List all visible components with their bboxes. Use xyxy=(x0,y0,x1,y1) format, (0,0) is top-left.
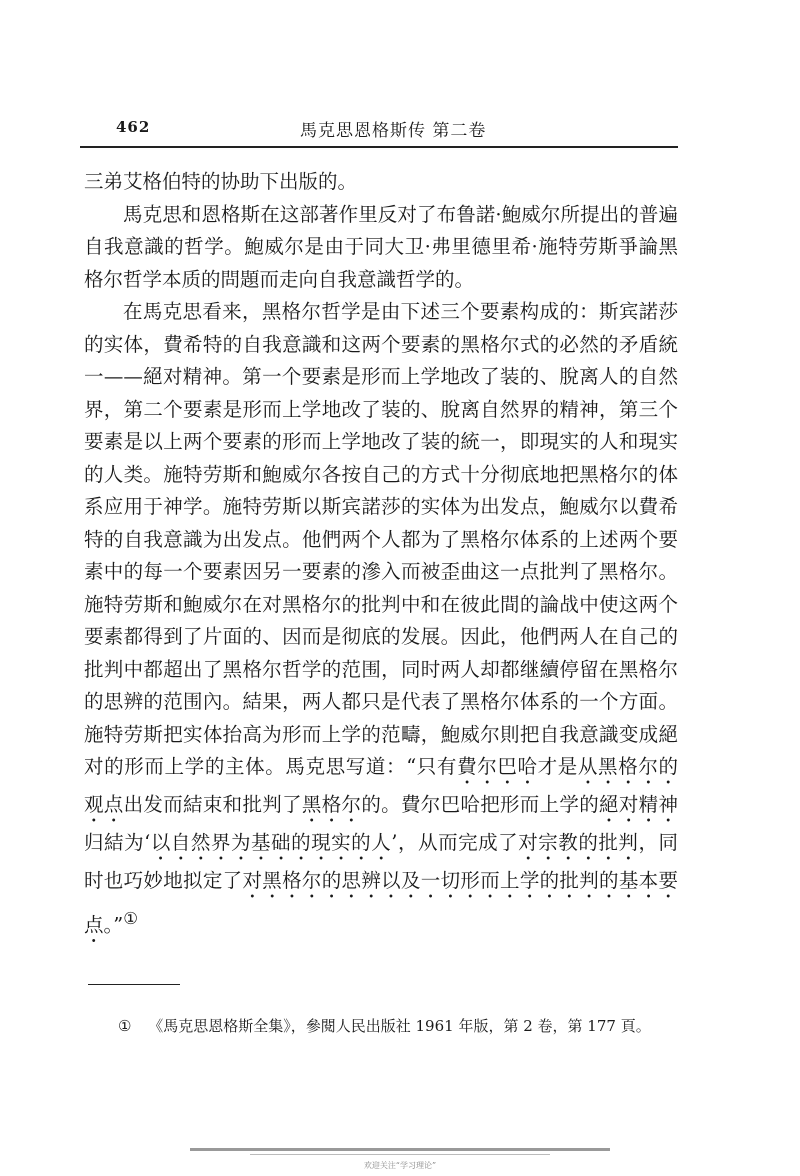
quote-text: 的。費尔巴哈把形而上学的 xyxy=(361,793,600,816)
quote-text: 才是 xyxy=(537,755,578,778)
paragraph-3-text: 在馬克思看来，黑格尔哲学是由下述三个要素构成的：斯宾諾莎的实体，費希特的自我意識和这两个要素的黑格尔式的必然的矛盾統一——絕对精神。第一个要素是形而上学地改了装的、脫离人的自然界，第二个要素是形而上学地改了装的、脫离自然界的精神，第三个要素是以上两个要素的形而上学地改了装的統一，即現实的人和現实的人类。施特劳斯和鮑威尔各按自己的方式十分彻底地把黑格尔的体系应用于神学。施特劳斯以斯宾諾莎的实体为出发点，鮑威尔以費希特的自我意識为出发点。他們两个人都为了黑格尔体系的上述两个要素中的每一个要素因另一要素的滲入而被歪曲这一点批判了黑格尔。施特劳斯和鮑威尔在对黑格尔的批判中和在彼此間的論战中使这两个要素都得到了片面的、因而是彻底的发展。因此，他們两人在自己的批判中都超出了黑格尔哲学的范围，同时两人却都继續停留在黑格尔的思辨的范围內。結果，两人都只是代表了黑格尔体系的一个方面。施特劳斯把实体抬高为形而上学的范疇，鮑威尔則把自我意識变成絕对的形而上学的主体。馬克思写道：“只有 xyxy=(84,300,678,778)
body-text xyxy=(84,166,678,948)
footnote-rule xyxy=(88,984,180,985)
header-rule xyxy=(80,146,678,148)
paragraph-2: 馬克思和恩格斯在这部著作里反对了布鲁諾·鮑威尔所提出的普遍自我意識的哲学。鮑威尔是由于同大卫·弗里德里希·施特劳斯爭論黑格尔哲学本质的問題而走向自我意識哲学的。 xyxy=(84,202,678,291)
quote-text: 。” xyxy=(103,913,124,937)
footnote xyxy=(118,1015,651,1036)
emphasis-real-man: ‘以自然界为基础的現实的人’ xyxy=(144,831,398,854)
footnote-text: 《馬克思恩格斯全集》，參閱人民出版社 1961 年版，第 2 卷，第 177 頁。 xyxy=(148,1017,651,1035)
footnote-marker: ① xyxy=(118,1017,132,1035)
scan-edge-line-2 xyxy=(250,1154,550,1155)
quote-text: 出发而結束和批判了 xyxy=(123,793,302,816)
quote-text: 归結为 xyxy=(84,831,145,854)
running-title: 馬克思恩格斯传 第二卷 xyxy=(300,121,487,141)
emphasis-critique-religion: 对宗教的批判 xyxy=(518,831,639,854)
emphasis-hegel-viewpoint: 从黑格尔的观点 xyxy=(84,755,678,816)
scan-edge-line xyxy=(190,1148,610,1151)
quote-text: ，从而完成了 xyxy=(397,831,519,854)
emphasis-hegel: 黑格尔 xyxy=(301,793,362,816)
quote-text: ，同时也巧妙地拟定了 xyxy=(84,831,678,892)
page-header xyxy=(82,116,678,140)
page-number: 462 xyxy=(116,118,151,136)
emphasis-feuerbach: 費尔巴哈 xyxy=(457,755,538,778)
emphasis-critique-speculation: 对黑格尔的思辨以及一切形而上学的批判的基本要点 xyxy=(84,869,678,937)
emphasis-absolute-spirit: 絕对精神 xyxy=(599,793,678,816)
watermark-text: 欢迎关注“学习理论” xyxy=(363,1161,437,1170)
paragraph-1: 三弟艾格伯特的协助下出版的。 xyxy=(84,170,358,193)
paragraph-3 xyxy=(84,296,678,948)
footnote-reference[interactable]: ① xyxy=(123,909,138,928)
